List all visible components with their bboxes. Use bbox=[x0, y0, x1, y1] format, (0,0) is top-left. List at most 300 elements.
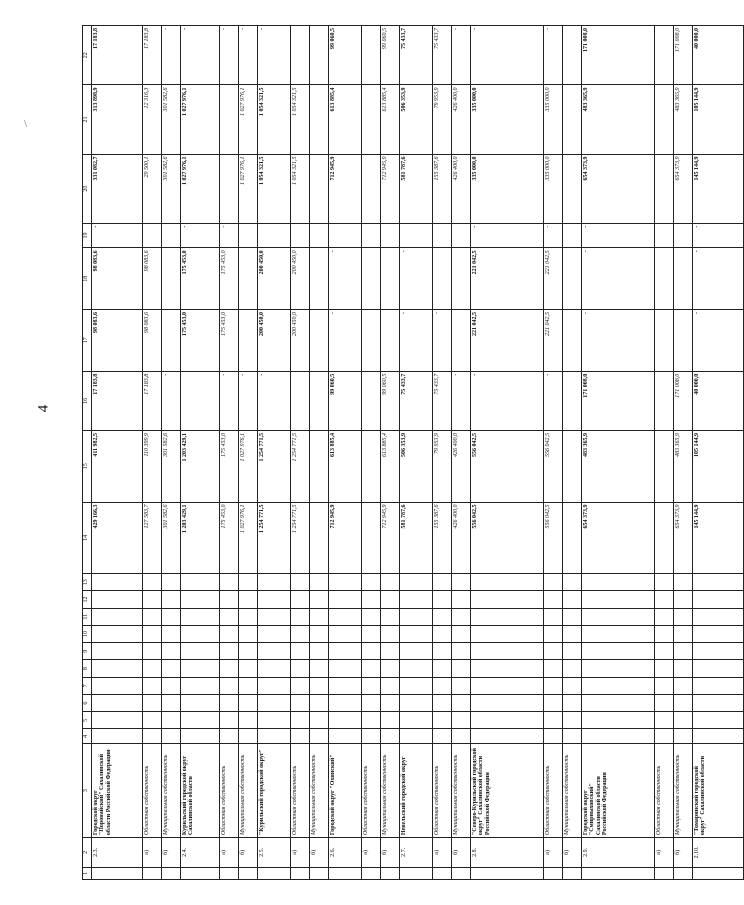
value-v21 bbox=[220, 85, 239, 154]
sub-row bbox=[381, 26, 400, 880]
cell-col1 bbox=[362, 867, 381, 879]
cell-col1 bbox=[239, 867, 258, 879]
cell-col8 bbox=[92, 660, 143, 677]
column-number: 15 bbox=[83, 430, 92, 502]
cell-col8 bbox=[433, 660, 452, 677]
cell-col5 bbox=[563, 712, 582, 729]
column-number: 12 bbox=[83, 591, 92, 608]
value-v19 bbox=[162, 223, 181, 248]
value-v17 bbox=[239, 310, 258, 372]
cell-col7 bbox=[433, 677, 452, 694]
value-v21 bbox=[362, 85, 381, 154]
value-v19: - bbox=[92, 223, 143, 248]
cell-col1 bbox=[563, 867, 582, 879]
cell-col10 bbox=[310, 625, 329, 642]
value-v18: - bbox=[400, 248, 433, 310]
row-name: Муниципальная собственность bbox=[239, 744, 258, 838]
value-v21: 79 953,9 bbox=[433, 85, 452, 154]
value-v15 bbox=[362, 430, 381, 502]
value-v14: 175 453,0 bbox=[220, 502, 239, 574]
cell-col5 bbox=[239, 712, 258, 729]
value-v22: - bbox=[220, 26, 239, 85]
cell-col11 bbox=[239, 608, 258, 625]
row-number: а) bbox=[291, 838, 310, 868]
cell-col1 bbox=[433, 867, 452, 879]
row-number: б) bbox=[674, 838, 693, 868]
value-v22: 40 000,0 bbox=[693, 26, 744, 85]
column-number: 6 bbox=[83, 694, 92, 711]
value-v22 bbox=[310, 26, 329, 85]
value-v20: 654 373,9 bbox=[674, 154, 693, 223]
column-number: 4 bbox=[83, 729, 92, 744]
value-v17 bbox=[563, 310, 582, 372]
cell-col5 bbox=[433, 712, 452, 729]
entity-row bbox=[92, 26, 143, 880]
value-v20 bbox=[563, 154, 582, 223]
cell-col12 bbox=[92, 591, 143, 608]
cell-col9 bbox=[329, 643, 362, 660]
cell-col9 bbox=[143, 643, 162, 660]
cell-col7 bbox=[220, 677, 239, 694]
cell-col12 bbox=[162, 591, 181, 608]
cell-col5 bbox=[452, 712, 471, 729]
cell-col4 bbox=[544, 729, 563, 744]
row-number: а) bbox=[362, 838, 381, 868]
column-number: 17 bbox=[83, 310, 92, 372]
value-v14: 1 203 429,1 bbox=[181, 502, 220, 574]
cell-col13 bbox=[162, 574, 181, 591]
value-v21: 613 885,4 bbox=[381, 85, 400, 154]
cell-col12 bbox=[329, 591, 362, 608]
cell-col10 bbox=[471, 625, 544, 642]
cell-col13 bbox=[655, 574, 674, 591]
value-v19: - bbox=[693, 223, 744, 248]
cell-col1 bbox=[220, 867, 239, 879]
value-v17 bbox=[452, 310, 471, 372]
cell-col11 bbox=[381, 608, 400, 625]
value-v22: 99 060,5 bbox=[329, 26, 362, 85]
cell-col5 bbox=[582, 712, 655, 729]
cell-col9 bbox=[162, 643, 181, 660]
cell-col4 bbox=[381, 729, 400, 744]
value-v20: 301 582,6 bbox=[162, 154, 181, 223]
row-name: "Курильский городской округ" bbox=[258, 744, 291, 838]
row-number: а) bbox=[220, 838, 239, 868]
value-v21 bbox=[563, 85, 582, 154]
cell-col4 bbox=[329, 729, 362, 744]
cell-col6 bbox=[362, 694, 381, 711]
cell-col12 bbox=[143, 591, 162, 608]
row-name: Курильский городской округ Сахалинской области bbox=[181, 744, 220, 838]
value-v16: 171 008,0 bbox=[674, 371, 693, 430]
cell-col7 bbox=[162, 677, 181, 694]
cell-col5 bbox=[329, 712, 362, 729]
cell-col4 bbox=[400, 729, 433, 744]
cell-col13 bbox=[362, 574, 381, 591]
column-number: 16 bbox=[83, 371, 92, 430]
value-v14: 712 945,9 bbox=[329, 502, 362, 574]
cell-col12 bbox=[220, 591, 239, 608]
cell-col10 bbox=[582, 625, 655, 642]
value-v22: 17 183,8 bbox=[143, 26, 162, 85]
cell-col7 bbox=[362, 677, 381, 694]
cell-col8 bbox=[143, 660, 162, 677]
value-v17: 221 042,5 bbox=[544, 310, 563, 372]
cell-col7 bbox=[310, 677, 329, 694]
sub-row bbox=[433, 26, 452, 880]
row-name: Областная собственность bbox=[291, 744, 310, 838]
cell-col7 bbox=[544, 677, 563, 694]
cell-col11 bbox=[544, 608, 563, 625]
cell-col12 bbox=[674, 591, 693, 608]
cell-col8 bbox=[329, 660, 362, 677]
row-number: 2.4. bbox=[181, 838, 220, 868]
cell-col4 bbox=[582, 729, 655, 744]
row-number: 2.9. bbox=[582, 838, 655, 868]
value-v20: 145 144,9 bbox=[693, 154, 744, 223]
value-v19: - bbox=[471, 223, 544, 248]
row-name: Областная собственность bbox=[143, 744, 162, 838]
value-v20: 331 082,7 bbox=[92, 154, 143, 223]
value-v14: 712 945,9 bbox=[381, 502, 400, 574]
value-v18: 98 083,6 bbox=[92, 248, 143, 310]
value-v21 bbox=[310, 85, 329, 154]
value-v22: 17 183,8 bbox=[92, 26, 143, 85]
cell-col10 bbox=[362, 625, 381, 642]
cell-col7 bbox=[329, 677, 362, 694]
row-number: б) bbox=[162, 838, 181, 868]
value-v22: - bbox=[181, 26, 220, 85]
row-number: 2.10. bbox=[693, 838, 744, 868]
value-v16: 40 000,0 bbox=[693, 371, 744, 430]
cell-col5 bbox=[181, 712, 220, 729]
cell-col11 bbox=[162, 608, 181, 625]
cell-col7 bbox=[400, 677, 433, 694]
value-v20: 654 373,9 bbox=[582, 154, 655, 223]
sub-row bbox=[220, 26, 239, 880]
value-v15: 105 144,9 bbox=[693, 430, 744, 502]
entity-row bbox=[582, 26, 655, 880]
column-number: 11 bbox=[83, 608, 92, 625]
value-v17: - bbox=[400, 310, 433, 372]
row-name: Муниципальная собственность bbox=[563, 744, 582, 838]
cell-col7 bbox=[693, 677, 744, 694]
value-v16: - bbox=[239, 371, 258, 430]
cell-col5 bbox=[400, 712, 433, 729]
value-v14: 581 787,6 bbox=[400, 502, 433, 574]
row-number: б) bbox=[563, 838, 582, 868]
value-v17: 200 450,0 bbox=[258, 310, 291, 372]
value-v22: - bbox=[162, 26, 181, 85]
value-v18 bbox=[310, 248, 329, 310]
value-v14: 1 254 771,5 bbox=[258, 502, 291, 574]
cell-col9 bbox=[693, 643, 744, 660]
cell-col11 bbox=[433, 608, 452, 625]
cell-col6 bbox=[220, 694, 239, 711]
cell-col4 bbox=[655, 729, 674, 744]
value-v14: 127 583,7 bbox=[143, 502, 162, 574]
value-v19 bbox=[563, 223, 582, 248]
cell-col12 bbox=[362, 591, 381, 608]
cell-col7 bbox=[655, 677, 674, 694]
value-v19 bbox=[362, 223, 381, 248]
entity-row bbox=[400, 26, 433, 880]
value-v17: - bbox=[693, 310, 744, 372]
column-number: 3 bbox=[83, 744, 92, 838]
cell-col8 bbox=[563, 660, 582, 677]
cell-col1 bbox=[258, 867, 291, 879]
cell-col5 bbox=[471, 712, 544, 729]
cell-col9 bbox=[258, 643, 291, 660]
cell-col1 bbox=[162, 867, 181, 879]
cell-col12 bbox=[310, 591, 329, 608]
value-v17: 98 083,6 bbox=[92, 310, 143, 372]
cell-col7 bbox=[181, 677, 220, 694]
value-v22: 75 433,7 bbox=[433, 26, 452, 85]
value-v16: 17 183,8 bbox=[92, 371, 143, 430]
cell-col4 bbox=[291, 729, 310, 744]
cell-col6 bbox=[291, 694, 310, 711]
value-v18 bbox=[362, 248, 381, 310]
cell-col12 bbox=[433, 591, 452, 608]
cell-col11 bbox=[674, 608, 693, 625]
value-v17: - bbox=[582, 310, 655, 372]
value-v15: 1 027 976,1 bbox=[239, 430, 258, 502]
cell-col9 bbox=[471, 643, 544, 660]
cell-col4 bbox=[693, 729, 744, 744]
value-v16 bbox=[310, 371, 329, 430]
value-v21: 313 898,9 bbox=[92, 85, 143, 154]
value-v18: - bbox=[693, 248, 744, 310]
cell-col9 bbox=[310, 643, 329, 660]
row-number: б) bbox=[310, 838, 329, 868]
value-v20: 155 387,6 bbox=[433, 154, 452, 223]
cell-col1 bbox=[310, 867, 329, 879]
value-v21: 105 144,9 bbox=[693, 85, 744, 154]
entity-row bbox=[471, 26, 544, 880]
value-v21: 483 365,9 bbox=[674, 85, 693, 154]
cell-col1 bbox=[92, 867, 143, 879]
value-v17 bbox=[162, 310, 181, 372]
sub-row bbox=[452, 26, 471, 880]
value-v15: 483 365,9 bbox=[674, 430, 693, 502]
column-number: 14 bbox=[83, 502, 92, 574]
cell-col12 bbox=[582, 591, 655, 608]
value-v14: 1 027 976,1 bbox=[239, 502, 258, 574]
column-number: 5 bbox=[83, 712, 92, 729]
value-v22: 75 433,7 bbox=[400, 26, 433, 85]
value-v21: 1 054 321,5 bbox=[291, 85, 310, 154]
value-v18: 221 042,5 bbox=[471, 248, 544, 310]
cell-col4 bbox=[258, 729, 291, 744]
cell-col12 bbox=[563, 591, 582, 608]
column-number: 21 bbox=[83, 85, 92, 154]
value-v22 bbox=[563, 26, 582, 85]
cell-col6 bbox=[400, 694, 433, 711]
value-v16: 99 060,5 bbox=[381, 371, 400, 430]
sub-row bbox=[563, 26, 582, 880]
cell-col6 bbox=[452, 694, 471, 711]
value-v19 bbox=[381, 223, 400, 248]
sub-row bbox=[655, 26, 674, 880]
cell-col4 bbox=[362, 729, 381, 744]
cell-col6 bbox=[563, 694, 582, 711]
cell-col9 bbox=[239, 643, 258, 660]
cell-col9 bbox=[452, 643, 471, 660]
cell-col11 bbox=[693, 608, 744, 625]
cell-col8 bbox=[181, 660, 220, 677]
value-v16: - bbox=[471, 371, 544, 430]
value-v15 bbox=[655, 430, 674, 502]
sub-row bbox=[544, 26, 563, 880]
value-v16 bbox=[181, 371, 220, 430]
value-v17: - bbox=[329, 310, 362, 372]
cell-col1 bbox=[582, 867, 655, 879]
value-v21: 1 054 321,5 bbox=[258, 85, 291, 154]
cell-col8 bbox=[400, 660, 433, 677]
cell-col5 bbox=[381, 712, 400, 729]
cell-col13 bbox=[239, 574, 258, 591]
sub-row bbox=[291, 26, 310, 880]
row-name: "Северо-Курильский городской округ" Сахалинской области Российской Федерации bbox=[471, 744, 544, 838]
cell-col8 bbox=[291, 660, 310, 677]
cell-col11 bbox=[655, 608, 674, 625]
cell-col11 bbox=[291, 608, 310, 625]
sub-row bbox=[362, 26, 381, 880]
cell-col5 bbox=[674, 712, 693, 729]
cell-col11 bbox=[92, 608, 143, 625]
cell-col8 bbox=[674, 660, 693, 677]
value-v17 bbox=[381, 310, 400, 372]
column-number: 8 bbox=[83, 660, 92, 677]
row-name: Муниципальная собственность bbox=[381, 744, 400, 838]
sub-row bbox=[239, 26, 258, 880]
cell-col11 bbox=[400, 608, 433, 625]
cell-col10 bbox=[544, 625, 563, 642]
value-v17: 175 453,0 bbox=[220, 310, 239, 372]
value-v16: 17 183,8 bbox=[143, 371, 162, 430]
value-v20: 1 027 976,1 bbox=[239, 154, 258, 223]
row-number: 2.3. bbox=[92, 838, 143, 868]
column-number: 2 bbox=[83, 838, 92, 868]
value-v22: - bbox=[452, 26, 471, 85]
cell-col13 bbox=[400, 574, 433, 591]
cell-col12 bbox=[452, 591, 471, 608]
cell-col12 bbox=[693, 591, 744, 608]
value-v21: 506 353,9 bbox=[400, 85, 433, 154]
row-name: Областная собственность bbox=[433, 744, 452, 838]
value-v22: - bbox=[239, 26, 258, 85]
cell-col10 bbox=[258, 625, 291, 642]
cell-col13 bbox=[143, 574, 162, 591]
cell-col9 bbox=[674, 643, 693, 660]
sub-row bbox=[143, 26, 162, 880]
cell-col5 bbox=[92, 712, 143, 729]
value-v17: 98 083,6 bbox=[143, 310, 162, 372]
value-v17: - bbox=[433, 310, 452, 372]
value-v14: 155 387,6 bbox=[433, 502, 452, 574]
row-name: Областная собственность bbox=[220, 744, 239, 838]
value-v19 bbox=[655, 223, 674, 248]
cell-col13 bbox=[181, 574, 220, 591]
cell-col5 bbox=[693, 712, 744, 729]
row-number: а) bbox=[433, 838, 452, 868]
cell-col4 bbox=[92, 729, 143, 744]
rotated-table-sheet bbox=[82, 25, 707, 880]
cell-col4 bbox=[471, 729, 544, 744]
cell-col6 bbox=[693, 694, 744, 711]
cell-col12 bbox=[471, 591, 544, 608]
cell-col1 bbox=[181, 867, 220, 879]
row-number: а) bbox=[655, 838, 674, 868]
budget-table bbox=[82, 25, 744, 880]
cell-col5 bbox=[258, 712, 291, 729]
column-number: 22 bbox=[83, 26, 92, 85]
cell-col10 bbox=[563, 625, 582, 642]
page-number: 4 bbox=[35, 404, 52, 413]
value-v22: 171 008,0 bbox=[674, 26, 693, 85]
row-name: Муниципальная собственность bbox=[162, 744, 181, 838]
cell-col13 bbox=[452, 574, 471, 591]
value-v18 bbox=[563, 248, 582, 310]
value-v16: - bbox=[162, 371, 181, 430]
cell-col12 bbox=[655, 591, 674, 608]
row-number: 2.7. bbox=[400, 838, 433, 868]
cell-col6 bbox=[329, 694, 362, 711]
cell-col8 bbox=[544, 660, 563, 677]
entity-row bbox=[329, 26, 362, 880]
value-v18: 200 450,0 bbox=[291, 248, 310, 310]
value-v18 bbox=[655, 248, 674, 310]
value-v19: - bbox=[220, 223, 239, 248]
value-v19 bbox=[258, 223, 291, 248]
value-v15: 506 353,9 bbox=[400, 430, 433, 502]
cell-col10 bbox=[181, 625, 220, 642]
value-v15: 1 254 771,5 bbox=[291, 430, 310, 502]
value-v18: 98 083,6 bbox=[143, 248, 162, 310]
value-v18: 200 450,0 bbox=[258, 248, 291, 310]
cell-col11 bbox=[362, 608, 381, 625]
value-v19 bbox=[291, 223, 310, 248]
value-v17: 175 453,0 bbox=[181, 310, 220, 372]
cell-col4 bbox=[239, 729, 258, 744]
cell-col11 bbox=[258, 608, 291, 625]
cell-col13 bbox=[693, 574, 744, 591]
cell-col9 bbox=[291, 643, 310, 660]
entity-row bbox=[181, 26, 220, 880]
value-v18: - bbox=[582, 248, 655, 310]
column-number: 10 bbox=[83, 625, 92, 642]
value-v16 bbox=[362, 371, 381, 430]
cell-col7 bbox=[452, 677, 471, 694]
cell-col9 bbox=[433, 643, 452, 660]
cell-col6 bbox=[258, 694, 291, 711]
value-v16: - bbox=[220, 371, 239, 430]
cell-col12 bbox=[544, 591, 563, 608]
cell-col4 bbox=[220, 729, 239, 744]
cell-col11 bbox=[471, 608, 544, 625]
row-name: Муниципальная собственность bbox=[674, 744, 693, 838]
row-number: 2.6. bbox=[329, 838, 362, 868]
cell-col12 bbox=[400, 591, 433, 608]
row-number: б) bbox=[239, 838, 258, 868]
cell-col7 bbox=[92, 677, 143, 694]
value-v14: 654 373,9 bbox=[674, 502, 693, 574]
value-v21: 1 027 976,1 bbox=[181, 85, 220, 154]
value-v14: 145 144,9 bbox=[693, 502, 744, 574]
cell-col7 bbox=[563, 677, 582, 694]
value-v18 bbox=[162, 248, 181, 310]
